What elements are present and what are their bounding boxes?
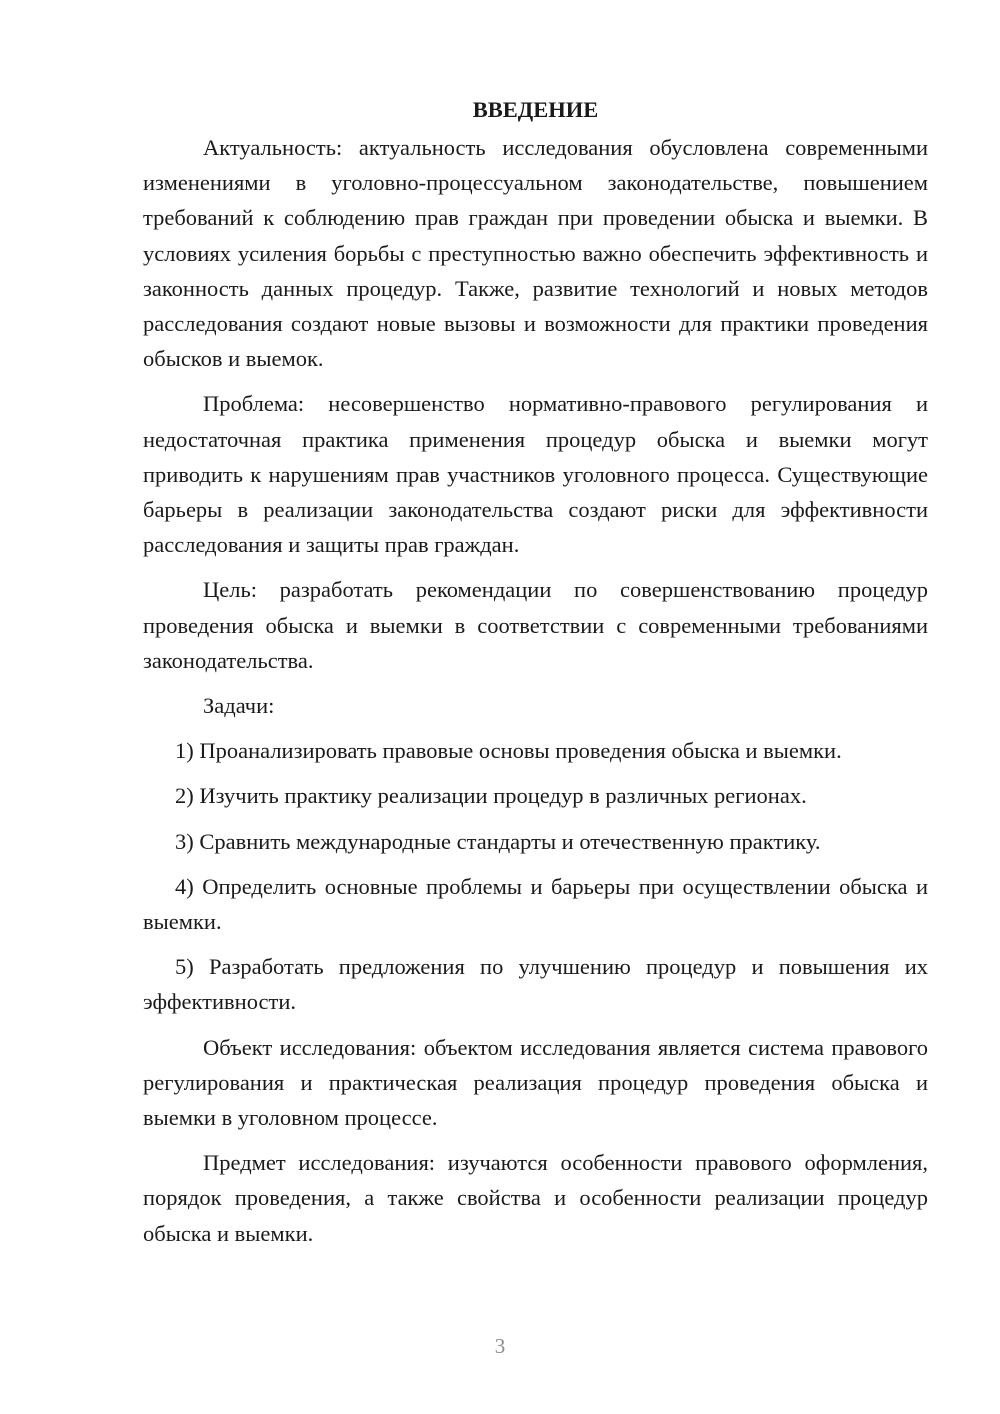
paragraph-object: Объект исследования: объектом исследования является система правового регулирования и практическая реализация процедур проведения обыска и выемки в уголовном процессе. bbox=[143, 1034, 928, 1131]
paragraph-problem: Проблема: несовершенство нормативно-правового регулирования и недостаточная практика применения процедур обыска и выемки могут приводить к нарушениям прав участников уголовного процесса. Существующие барьеры в реализации законодательства создают риски для эффективности расследования и защиты прав граждан. bbox=[143, 391, 928, 558]
page-content bbox=[143, 92, 928, 1261]
section-title: ВВЕДЕНИЕ bbox=[472, 97, 599, 122]
task-item-2: 2) Изучить практику реализации процедур в различных регионах. bbox=[175, 783, 807, 809]
tasks-heading: Задачи: bbox=[203, 693, 275, 719]
task-item-4: 4) Определить основные проблемы и барьеры при осуществлении обыска и выемки. bbox=[143, 873, 928, 935]
paragraph-subject: Предмет исследования: изучаются особенности правового оформления, порядок проведения, а также свойства и особенности реализации процедур обыска и выемки. bbox=[143, 1150, 928, 1246]
paragraph-goal: Цель: разработать рекомендации по совершенствованию процедур проведения обыска и выемки в соответствии с современными требованиями законодательства. bbox=[143, 577, 928, 673]
task-item-3: 3) Сравнить международные стандарты и отечественную практику. bbox=[175, 828, 821, 854]
task-list bbox=[143, 733, 928, 1019]
page-number: 3 bbox=[494, 1334, 506, 1358]
paragraph-relevance: Актуальность: актуальность исследования обусловлена современными изменениями в уголовно-процессуальном законодательстве, повышением требований к соблюдению прав граждан при проведении обыска и выемки. В условиях усиления борьбы с преступностью важно обеспечить эффективность и законность данных процедур. Также, развитие технологий и новых методов расследования создают новые вызовы и возможности для практики проведения обысков и выемок. bbox=[143, 135, 928, 372]
task-item-1: 1) Проанализировать правовые основы проведения обыска и выемки. bbox=[175, 738, 842, 764]
task-item-5: 5) Разработать предложения по улучшению процедур и повышения их эффективности. bbox=[143, 954, 928, 1015]
